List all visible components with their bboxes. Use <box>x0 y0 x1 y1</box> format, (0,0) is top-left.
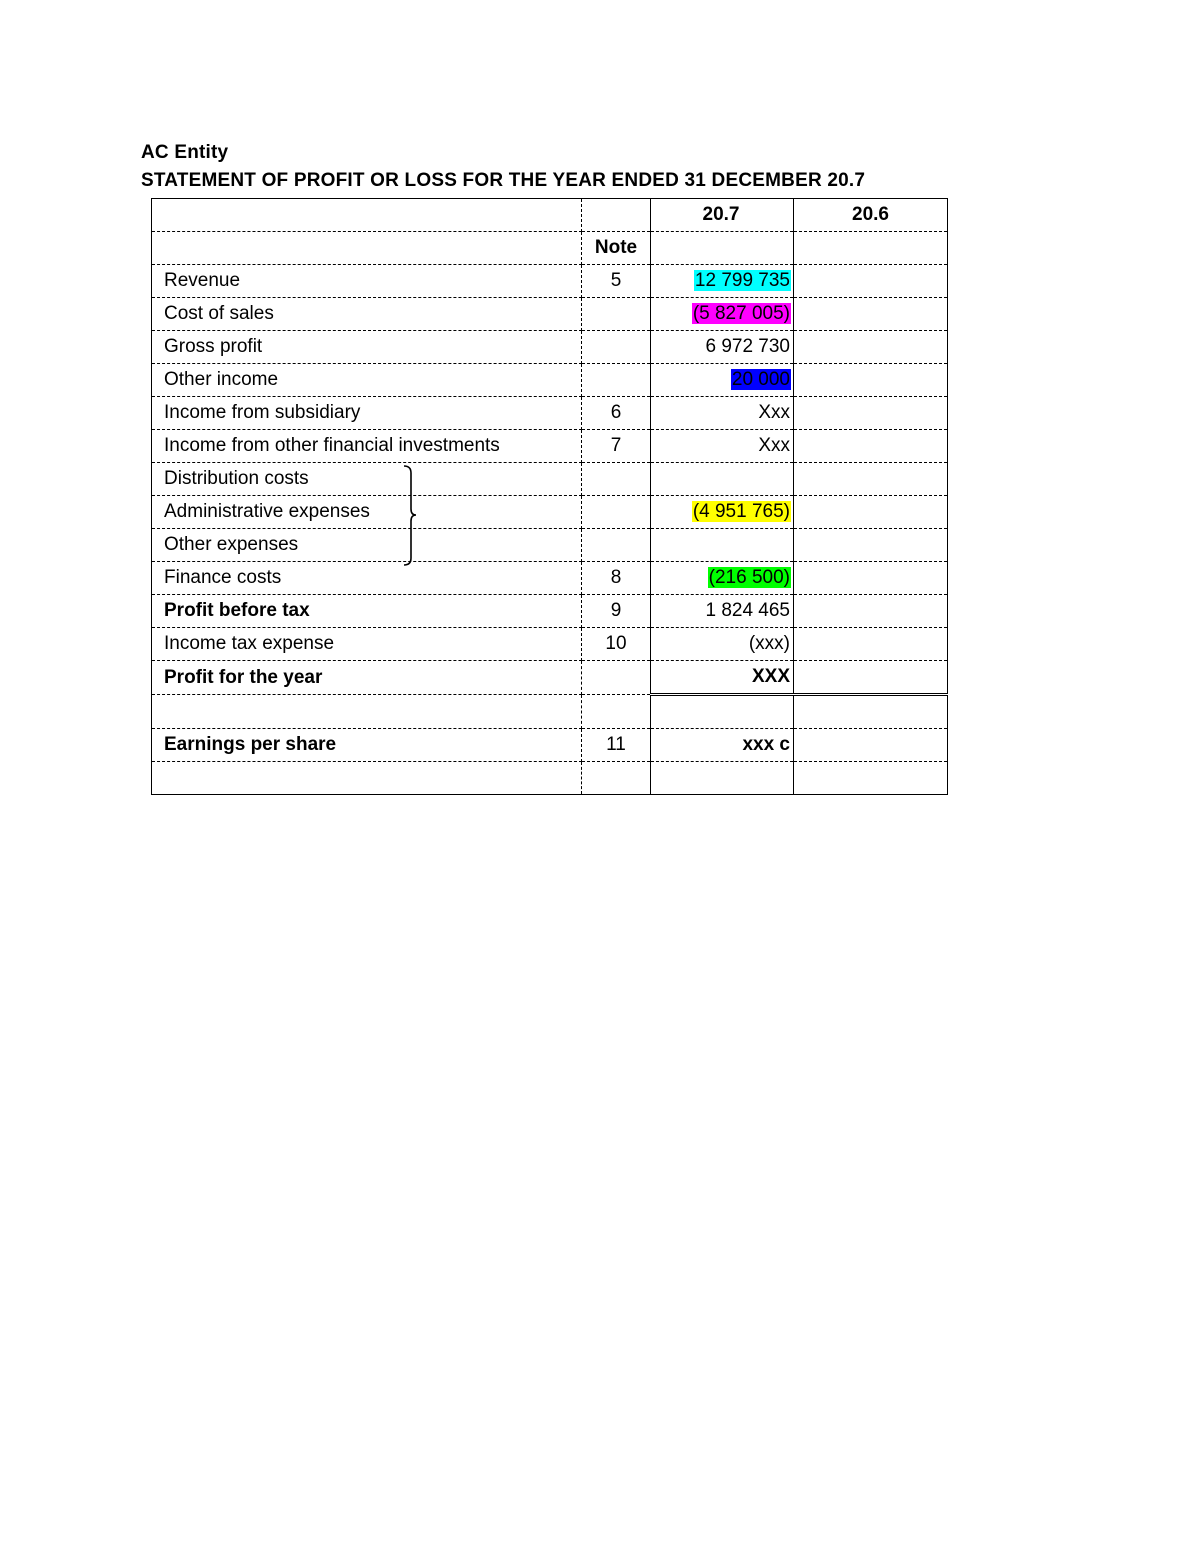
line-item-label: Profit before tax <box>152 595 582 628</box>
prior-year-amount <box>794 529 948 562</box>
note-number: 11 <box>582 729 651 762</box>
line-item-label: Other income <box>152 364 582 397</box>
note-number <box>582 762 651 795</box>
current-year-amount <box>651 661 794 695</box>
current-year-amount <box>651 762 794 795</box>
line-item-label: Earnings per share <box>152 729 582 762</box>
amount-value <box>789 468 791 489</box>
note-number: 8 <box>582 562 651 595</box>
line-item-label <box>152 695 582 729</box>
table-row <box>152 628 948 661</box>
prior-year-amount <box>794 265 948 298</box>
table-row <box>152 562 948 595</box>
current-year-amount <box>651 496 794 529</box>
current-year-amount <box>651 595 794 628</box>
table-row <box>152 661 948 695</box>
current-year-amount <box>651 331 794 364</box>
amount-value <box>789 701 791 722</box>
line-item-label: Profit for the year <box>152 661 582 695</box>
note-number <box>582 496 651 529</box>
line-item-label: Cost of sales <box>152 298 582 331</box>
current-year-amount <box>651 298 794 331</box>
table-row <box>152 298 948 331</box>
table-row <box>152 595 948 628</box>
amount-value: Xxx <box>758 402 790 423</box>
table-row <box>152 496 948 529</box>
line-item-label: Income tax expense <box>152 628 582 661</box>
note-number: 6 <box>582 397 651 430</box>
line-item-label: Income from other financial investments <box>152 430 582 463</box>
note-number: 5 <box>582 265 651 298</box>
prior-year-amount <box>794 762 948 795</box>
line-item-label: Income from subsidiary <box>152 397 582 430</box>
entity-name: AC Entity <box>141 142 229 163</box>
current-year-amount <box>651 729 794 762</box>
line-item-label: Other expenses <box>152 529 582 562</box>
table-row <box>152 762 948 795</box>
table-row <box>152 729 948 762</box>
prior-year-amount <box>794 364 948 397</box>
note-number <box>582 661 651 695</box>
header-note-blank <box>582 199 651 232</box>
amount-value: Xxx <box>758 435 790 456</box>
profit-or-loss-table <box>151 198 948 795</box>
header-current-year: 20.7 <box>651 199 794 232</box>
prior-year-amount <box>794 331 948 364</box>
current-year-amount <box>651 529 794 562</box>
prior-year-amount <box>794 628 948 661</box>
table-row <box>152 397 948 430</box>
current-year-amount <box>651 397 794 430</box>
table-row <box>152 529 948 562</box>
line-item-label: Revenue <box>152 265 582 298</box>
header-row-note <box>152 232 948 265</box>
prior-year-amount <box>794 729 948 762</box>
header-blank <box>152 232 582 265</box>
statement-title: STATEMENT OF PROFIT OR LOSS FOR THE YEAR ENDED 31 DECEMBER 20.7 <box>141 170 866 191</box>
prior-year-amount <box>794 562 948 595</box>
amount-value: 1 824 465 <box>705 600 790 621</box>
line-item-label: Gross profit <box>152 331 582 364</box>
current-year-amount <box>651 562 794 595</box>
prior-year-amount <box>794 496 948 529</box>
header-prior-year: 20.6 <box>794 199 948 232</box>
header-blank <box>794 232 948 265</box>
line-item-label: Administrative expenses <box>152 496 582 529</box>
current-year-amount <box>651 364 794 397</box>
note-number: 10 <box>582 628 651 661</box>
table-row <box>152 364 948 397</box>
header-row-years <box>152 199 948 232</box>
current-year-amount <box>651 695 794 729</box>
prior-year-amount <box>794 430 948 463</box>
amount-value: XXX <box>751 666 790 687</box>
prior-year-amount <box>794 595 948 628</box>
current-year-amount <box>651 430 794 463</box>
prior-year-amount <box>794 661 948 695</box>
note-number <box>582 364 651 397</box>
curly-brace-icon <box>403 465 419 566</box>
amount-value: (xxx) <box>748 633 790 654</box>
note-number <box>582 463 651 496</box>
table-row <box>152 331 948 364</box>
header-note: Note <box>582 232 651 265</box>
prior-year-amount <box>794 695 948 729</box>
note-number <box>582 695 651 729</box>
amount-value: (5 827 005) <box>692 303 790 324</box>
amount-value: (216 500) <box>708 567 790 588</box>
note-number <box>582 529 651 562</box>
amount-value: (4 951 765) <box>692 501 790 522</box>
header-blank <box>152 199 582 232</box>
prior-year-amount <box>794 298 948 331</box>
amount-value: 6 972 730 <box>705 336 790 357</box>
note-number: 9 <box>582 595 651 628</box>
prior-year-amount <box>794 463 948 496</box>
line-item-label <box>152 762 582 795</box>
current-year-amount <box>651 628 794 661</box>
current-year-amount <box>651 463 794 496</box>
note-number <box>582 331 651 364</box>
line-item-label: Finance costs <box>152 562 582 595</box>
amount-value: 12 799 735 <box>694 270 790 291</box>
line-item-label: Distribution costs <box>152 463 582 496</box>
header-blank <box>651 232 794 265</box>
note-number: 7 <box>582 430 651 463</box>
note-number <box>582 298 651 331</box>
amount-value: 20 000 <box>731 369 790 390</box>
prior-year-amount <box>794 397 948 430</box>
table-row <box>152 463 948 496</box>
table-row <box>152 695 948 729</box>
table-row <box>152 265 948 298</box>
table-row <box>152 430 948 463</box>
amount-value <box>789 534 791 555</box>
current-year-amount <box>651 265 794 298</box>
amount-value: xxx c <box>742 734 790 755</box>
amount-value <box>789 767 791 788</box>
